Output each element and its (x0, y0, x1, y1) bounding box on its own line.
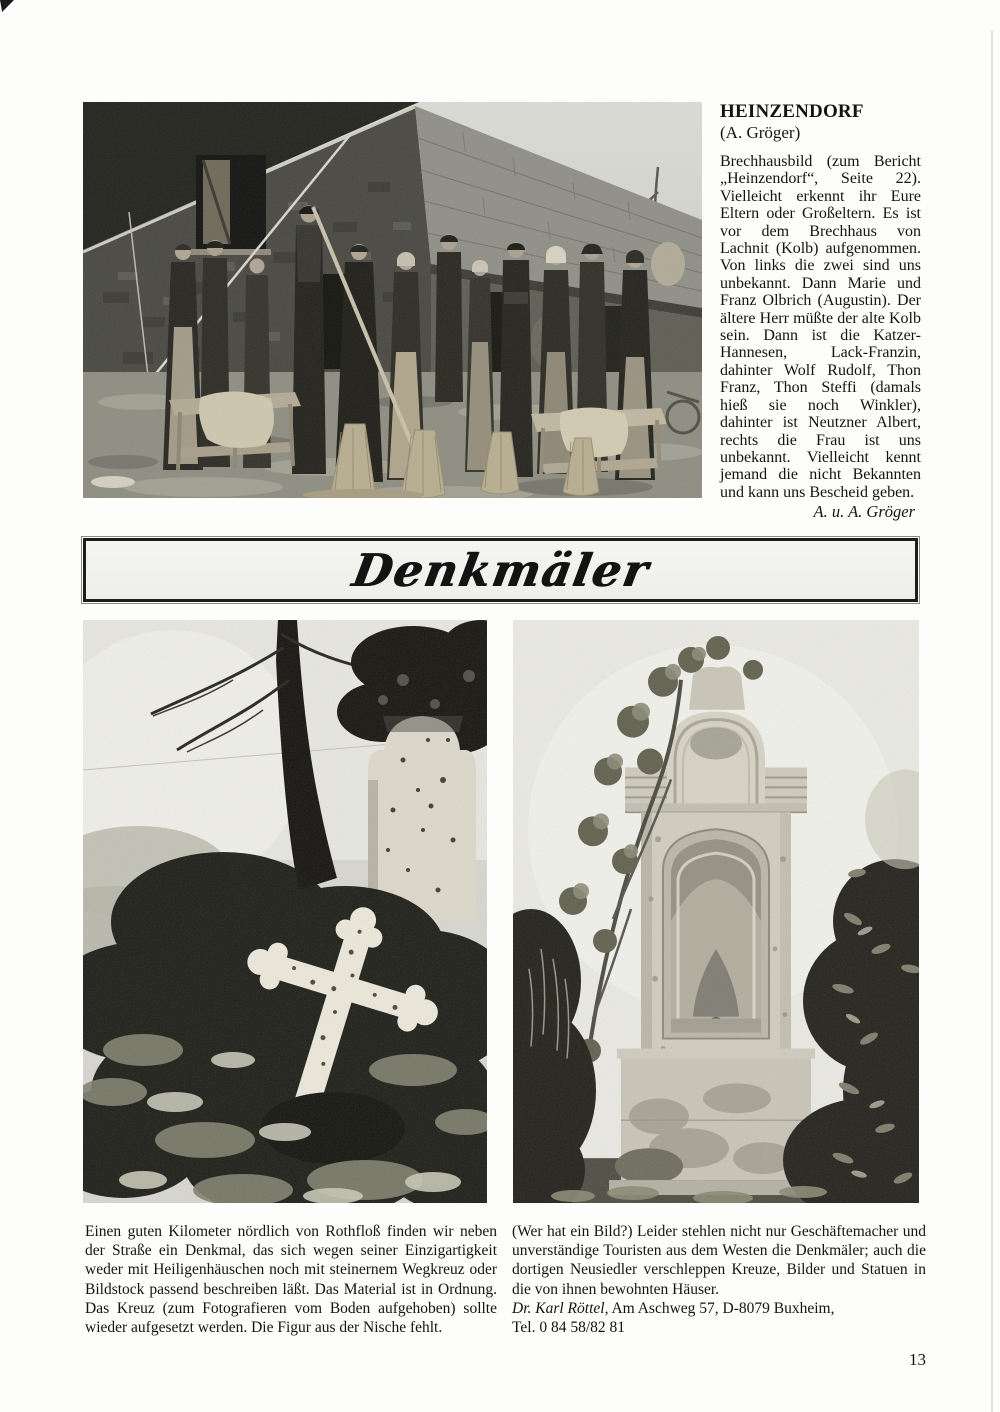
page-edge-shadow (991, 30, 993, 1412)
brechhaus-photo-graphic (83, 102, 702, 498)
caption-left-column: Einen guten Kilometer nördlich von Rothfloß finden wir neben der Straße ein Denkmal, das sich wegen seiner Einzigartigkeit weder mit Heiligenhäuschen noch mit steinernem Wegkreuz oder Bildstock passend beschreiben läßt. Das Material ist in Ordnung. Das Kreuz (zum Fotografieren vom Boden aufgehoben) sollte wieder aufgesetzt werden. Die Figur aus der Nische fehlt. (85, 1223, 497, 1337)
contact-phone: Tel. 0 84 58/82 81 (512, 1319, 626, 1337)
section-banner-title: Denkmäler (347, 543, 654, 597)
article-body: Brechhausbild (zum Bericht „Heinzendorf“, Seite 22). Vielleicht erkennt ihr Eure Eltern oder Großeltern. Es ist vor dem Brechhaus von Lachnit (Kolb) aufgenommen. Von links die zwei sind uns unbekannt. Dann Marie und Franz Olbrich (Augustin). Der ältere Herr müßte der alte Kolb sein. Dann ist die Katzer-Hannesen, Lack-Franzin, dahinter Wolf Rudolf, Thon Franz, Thon Steffi (damals hieß sie noch Winkler), dahinter ist Neutzner Albert, rechts die Frau ist uns unbekannt. Vielleicht kennt jemand die nicht Bekannten und kann uns Bescheid geben. (720, 153, 921, 501)
cross-photo-graphic (83, 620, 487, 1203)
brechhaus-group-photo (83, 102, 702, 498)
page-number: 13 (909, 1350, 926, 1369)
bildstock-monument-photo (513, 620, 919, 1203)
bildstock-photo-graphic (513, 620, 919, 1203)
contact-name: Dr. Karl Röttel, (512, 1299, 609, 1317)
article-heinzendorf (720, 101, 921, 522)
cross-monument-photo (83, 620, 487, 1203)
article-signature: A. u. A. Gröger (813, 502, 915, 522)
scan-corner-artifact (0, 0, 14, 12)
caption-right-column (512, 1222, 926, 1337)
caption-right-paragraph: (Wer hat ein Bild?) Leider stehlen nicht nur Geschäftemacher und unverständige Touristen aus dem Westen die Denkmäler; auch die dortigen Neusiedler verschleppen Kreuze, Bilder und Statuen in die von ihnen bewohnten Häuser. (512, 1223, 926, 1298)
contact-address: Am Aschweg 57, D-8079 Buxheim, (608, 1299, 835, 1317)
section-banner (83, 538, 918, 602)
contact-line (512, 1299, 926, 1318)
article-title: HEINZENDORF (720, 101, 864, 122)
article-byline: (A. Gröger) (720, 123, 801, 142)
